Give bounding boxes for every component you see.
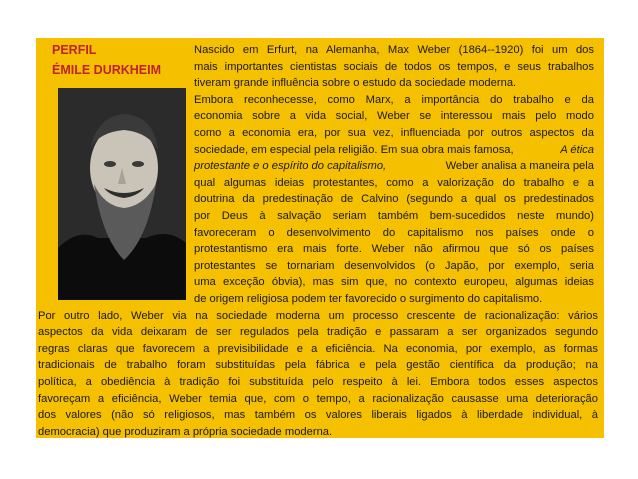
text-line: favoreçam a eficiência, Weber temia que, com o tempo, a racionalização causasse uma deterioração bbox=[38, 392, 598, 405]
text-line: tradicionais de trabalho foram substituídas pela fábrica e pela gestão científica da produção; na bbox=[38, 359, 598, 372]
text-line: protestantismo era mais forte. Weber não afirmou que só os países bbox=[194, 243, 594, 256]
text-line: de origem religiosa podem ter favorecido o surgimento do capitalismo. bbox=[194, 293, 543, 305]
text-line: dos valores (não só religiosos, mas também os valores liberais ligados à liberdade individual, à bbox=[38, 409, 598, 422]
text-line: democracia) que produziram a própria sociedade moderna. bbox=[38, 425, 333, 438]
text-line: protestantes se tornariam desenvolvidos (o Japão, por exemplo, seria bbox=[194, 259, 594, 272]
text-line: favoreceram o desenvolvimento do capitalismo nos países onde o bbox=[194, 226, 594, 239]
text-line: economia sobre a vida social, Weber se interessou mais pelo modo bbox=[194, 110, 594, 123]
perfil-label: PERFIL bbox=[52, 43, 97, 57]
portrait-photo-icon bbox=[58, 88, 186, 300]
text-line bbox=[194, 158, 594, 175]
text-line: Nascido em Erfurt, na Alemanha, Max Weber (1864--1920) foi um dos bbox=[194, 44, 594, 56]
person-name-label: ÉMILE DURKHEIM bbox=[52, 63, 162, 77]
text-line bbox=[194, 142, 594, 159]
text-line: doutrina da predestinação de Calvino (segundo a qual os predestinados bbox=[194, 193, 594, 206]
book-title-part: protestante e o espírito do capitalismo, bbox=[194, 160, 387, 173]
text-segment: Weber analisa a maneira pela bbox=[445, 160, 594, 173]
text-line: tiveram grande influência sobre o estudo da sociedade moderna. bbox=[194, 77, 517, 90]
text-line: mais importantes cientistas sociais de todos os tempos, e seus trabalhos bbox=[194, 60, 594, 73]
text-line: Embora reconhecesse, como Marx, a importância do trabalho e da bbox=[194, 93, 594, 106]
text-line: regras claras que favorecem a previsibilidade e a eficiência. Na economia, por exemplo, as formas bbox=[38, 342, 598, 355]
text-line: uma exceção óbvia), mas sim que, no contexto europeu, algumas ideias bbox=[194, 276, 594, 289]
text-line: por Deus à salvação seriam também bem-sucedidos neste mundo) bbox=[194, 210, 594, 222]
book-title-part: A ética bbox=[560, 143, 594, 156]
text-line: política, a obediência à tradição foi substituída pelo respeito à lei. Embora todos esses aspectos bbox=[38, 376, 598, 388]
text-line: qual algumas ideias protestantes, como a valorização do trabalho e a bbox=[194, 176, 594, 189]
text-segment: sociedade, em especial pela religião. Em sua obra mais famosa, bbox=[194, 143, 514, 156]
text-line: como a economia era, por sua vez, influenciada por outros aspectos da bbox=[194, 127, 594, 139]
text-line: aspectos da vida deixaram de ser regulados pela tradição e passaram a ser organizados segundo bbox=[38, 326, 598, 339]
text-line: Por outro lado, Weber via na sociedade moderna um processo crescente de racionalização: vários bbox=[38, 309, 598, 322]
